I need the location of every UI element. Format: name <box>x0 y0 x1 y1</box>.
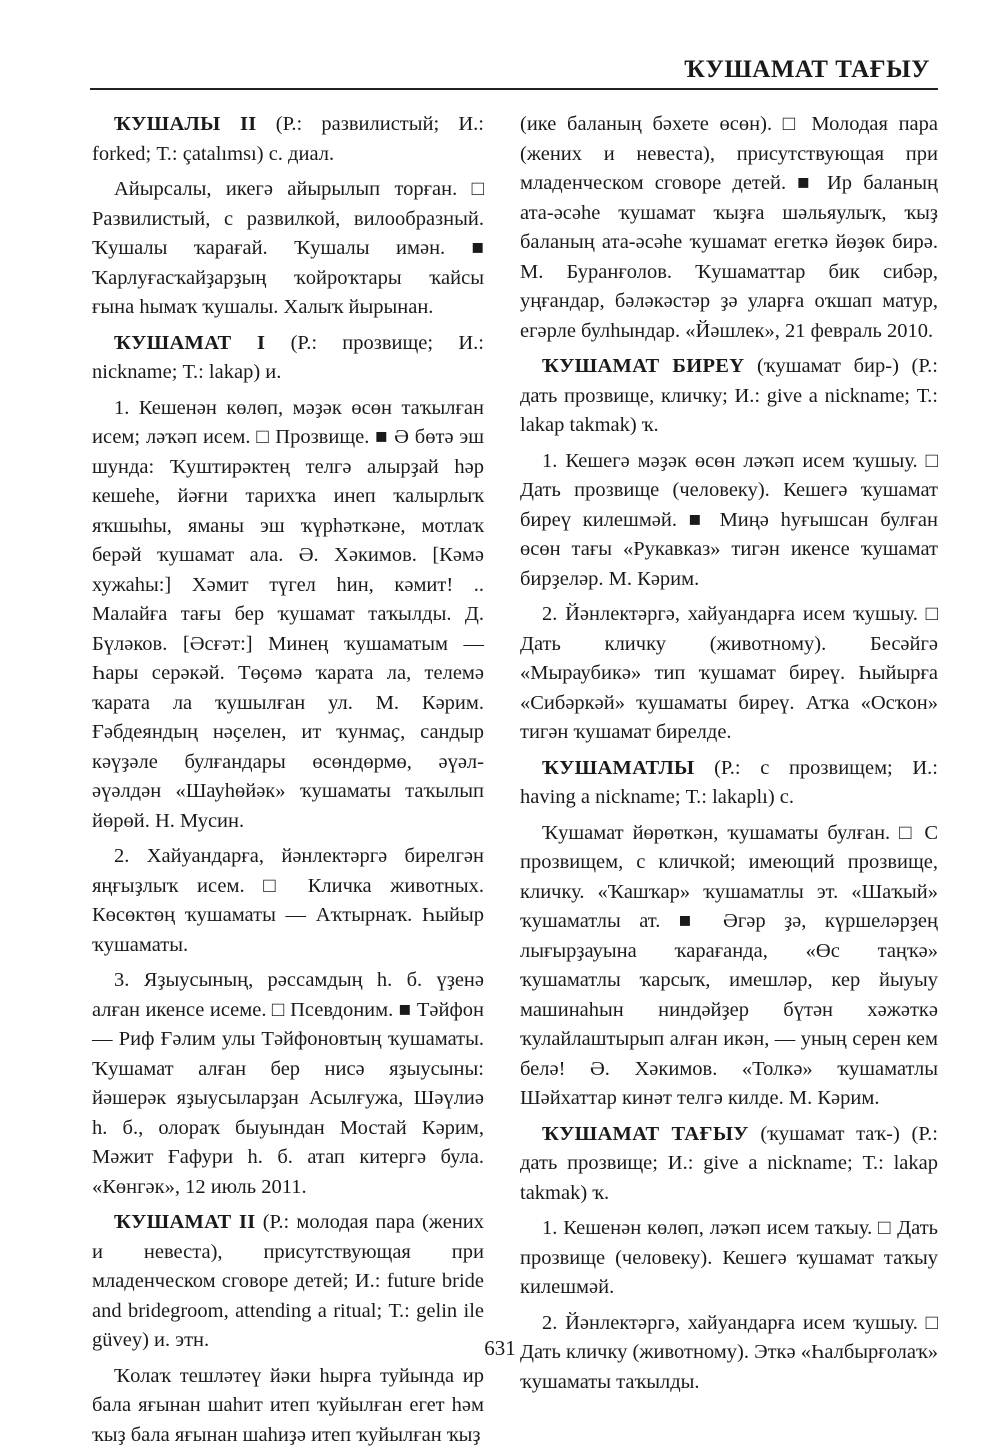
running-header <box>90 48 938 90</box>
headword-gloss: (Р.: с прозвищем; И.: having a nickname; Т.: lakaplı) с. <box>520 756 938 808</box>
entry-definition: 2. Хайуандарға, йәнлектәргә бирелгән яңғыҙлыҡ исем. □ Кличка животных. Көсөктөң ҡушаматы — Аҡтырнаҡ. Һыйыр ҡушаматы. <box>92 845 484 956</box>
headword-gloss: (Р.: молодая пара (жених и невеста), присутствующая при младенческом сговоре детей; И.: future bride and bridegroom, attending a ritual; Т.: gelin ile güvey) и. этн. <box>92 1211 485 1351</box>
entry-headword <box>92 329 484 388</box>
entry-definition: 3. Яҙыусының, рәссамдың һ. б. үҙенә алған икенсе исеме. □ Псевдоним. ■ Тәйфон — Риф Ғәлим улы Тәйфоновтың ҡушаматы. Ҡушамат алған бер нисә яҙыусыны: йәшерәк яҙыусыларҙан Асылғужа, Шәүлиә һ. б., олораҡ быуындан Мостай Кәрим, Мәжит Ғафури һ. б. атап китергә була. «Көнгәк», 12 июль 2011. <box>92 969 484 1198</box>
left-column <box>92 110 484 1456</box>
entry-headword <box>520 1120 938 1209</box>
headword-label: ҠУШАМАТ II <box>114 1211 256 1233</box>
headword-gloss: (Р.: развилистый; И.: forked; Т.: çatalımsı) с. диал. <box>92 113 484 165</box>
headword-label: ҠУШАМАТЛЫ <box>542 756 695 779</box>
headword-gloss: (Р.: прозвище; И.: nickname; Т.: lakap) и. <box>92 331 484 383</box>
entry-definition: Ҡушамат йөрөткән, ҡушаматы булған. □ С прозвищем, с кличкой; имеющий прозвище, кличку. «Ҡашҡар» ҡушаматлы эт. «Шаҡый» ҡушаматлы ат. ■ Әгәр ҙә, күршеләрҙең лығырҙауына ҡарағанда, «Өс таңҡә» ҡушаматлы ҡарсыҡ, имешләр, кер йыуыу машинаһын ниндәйҙер бүтән хәжәткә ҡулайлаштырып алған икән, — уның серен кем белә! Ә. Хәкимов. «Толкә» ҡушаматлы Шәйхаттар кинәт телгә килде. М. Кәрим. <box>520 821 938 1109</box>
headword-gloss: (ҡушамат бир-) (Р.: дать прозвище, кличку; И.: give a nickname; Т.: lakap takmak) ҡ. <box>520 355 938 436</box>
entry-headword <box>92 110 484 169</box>
headword-gloss: (ҡушамат таҡ-) (Р.: дать прозвище; И.: give a nickname; Т.: lakap takmak) ҡ. <box>520 1122 938 1204</box>
entry-definition: 2. Йәнлектәргә, хайуандарға исем ҡушыу. □ Дать кличку (животному). Эткә «Һалбырғолаҡ» ҡушаматы таҡылды. <box>520 1311 938 1393</box>
entry-definition: 1. Кешенән көлөп, ләҡәп исем таҡыу. □ Дать прозвище (человеку). Кешегә ҡушамат таҡыу килешмәй. <box>520 1217 938 1298</box>
headword-label: ҠУШАЛЫ II <box>114 113 257 135</box>
right-column <box>520 110 938 1403</box>
entry-definition: (ике баланың бәхете өсөн). □ Молодая пара (жених и невеста), присутствующая при младенческом сговоре детей. ■ Ир баланың ата-әсәһе ҡушамат ҡыҙға шәльяулыҡ, ҡыҙ баланың ата-әсәһе ҡушамат егеткә йөҙөк бирә. М. Буранғолов. Ҡушаматтар бик сибәр, уңғандар, бәләкәстәр ҙә уларға оҡшап матур, егәрле булһындар. «Йәшлек», 21 февраль 2010. <box>520 113 938 342</box>
entry-definition: Айырсалы, икегә айырылып торған. □ Развилистый, с развилкой, вилообразный. Ҡушалы ҡарағай. Ҡушалы имән. ■ Ҡарлуғасҡайҙарҙың ҡойроҡтары ҡайсы ғына һымаҡ ҡушалы. Халыҡ йырынан. <box>92 178 484 318</box>
entry-headword <box>520 352 938 441</box>
headword-label: ҠУШАМАТ БИРЕҮ <box>542 355 745 377</box>
entry-definition: 1. Кешенән көлөп, мәҙәк өсөн таҡылған исем; ләҡәп исем. □ Прозвище. ■ Ә бөтә эш шунда: Ҡуштирәктең телгә алырҙай һәр кешеһе, йәғни тарихҡа инеп ҡалырлыҡ яҡшыһы, яманы эш ҡүрһәткәне, мотлаҡ берәй ҡушамат ала. Ә. Хәкимов. [Кәмә хужаһы:] Хәмит түгел һин, кәмит! .. Малайға тағы бер ҡушамат таҡылды. Д. Бүләков. [Әсғәт:] Минең ҡушаматым — Һары серәкәй. Төҫөмә ҡарата ла, телемә ҡарата ла ҡушылған ул. М. Кәрим. Ғәбдеяндың нәҫелен, ит ҡунмаҫ, сандыр кәүҙәле булғандары өсөндөрмө, әүәл-әүәлдән «Шауһөйәк» ҡушаматы таҡылып йөрөй. Н. Мусин. <box>92 396 484 832</box>
running-header-title: ҠУШАМАТ ТАҒЫУ <box>684 56 930 83</box>
headword-label: ҠУШАМАТ I <box>114 331 266 354</box>
entry-definition: 2. Йәнлектәргә, хайуандарға исем ҡушыу. □ Дать кличку (животному). Бесәйгә «Мыраубикә» тип ҡушамат биреү. Һыйырға «Сибәркәй» ҡушаматы биреү. Атҡа «Осҡон» тигән ҡушамат бирелде. <box>520 603 938 743</box>
entry-definition: Ҡолаҡ тешләтеү йәки һырға туйында ир бала яғынан шаһит итеп ҡуйылған егет һәм ҡыҙ бала яғынан шаһиҙә итеп ҡуйылған ҡыҙ <box>92 1364 484 1446</box>
entry-headword <box>92 1208 484 1356</box>
entry-definition: 1. Кешегә мәҙәк өсөн ләҡәп исем ҡушыу. □ Дать прозвище (человеку). Кешегә ҡушамат биреү килешмәй. ■ Миңә һуғышсан булған өсөн тағы «Рукавказ» тигән икенсе ҡушамат бирҙеләр. М. Кәрим. <box>520 449 938 590</box>
headword-label: ҠУШАМАТ ТАҒЫУ <box>542 1122 749 1145</box>
entry-headword <box>520 754 938 813</box>
page-number: 631 <box>484 1336 516 1360</box>
